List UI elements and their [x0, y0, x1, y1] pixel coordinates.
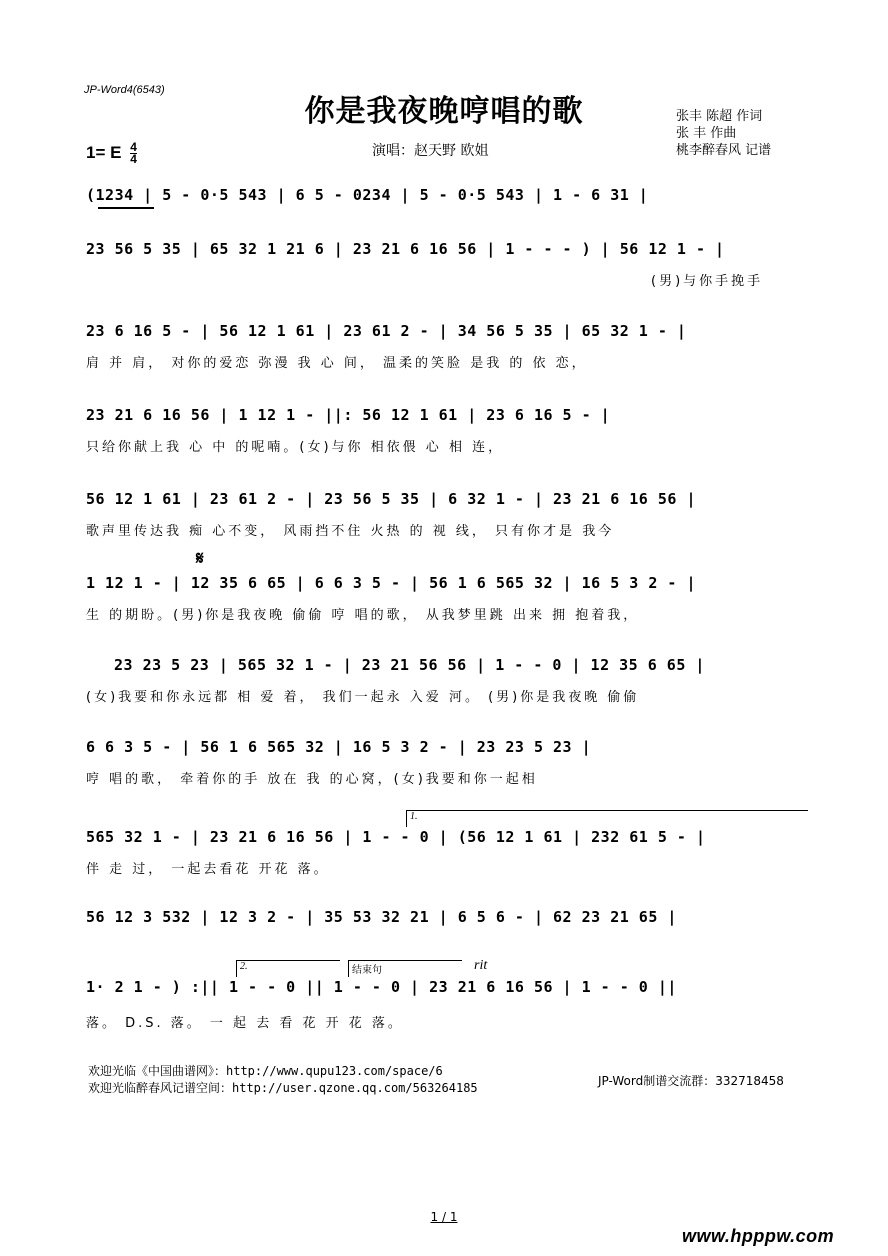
key-signature [86, 142, 137, 165]
lyric-row-9: 伴 走 过， 一起去看花 开花 落。 [86, 862, 330, 877]
lyric-row-2: (男)与你手挽手 [651, 274, 764, 289]
software-label: JP-Word4(6543) [84, 84, 165, 96]
notes-row-7: 23 23 5 23 | 565 32 1 - | 23 21 56 56 | 1 - - 0 | 12 35 6 65 | [114, 656, 705, 674]
lyric-row-6: 生 的期盼。(男)你是我夜晚 偷偷 哼 唱的歌， 从我梦里跳 出来 拥 抱着我， [86, 608, 640, 623]
notes-row-8: 6 6 3 5 - | 56 1 6 565 32 | 16 5 3 2 - | 23 23 5 23 | [86, 738, 592, 756]
key-label: 1= E [86, 142, 122, 162]
time-top: 4 [130, 140, 137, 154]
notes-row-4: 23 21 6 16 56 | 1 12 1 - ||: 56 12 1 61 | 23 6 16 5 - | [86, 406, 611, 424]
group-info: JP-Word制谱交流群：332718458 [598, 1074, 784, 1088]
ending-label: 结束句 [348, 960, 462, 977]
credit-transcriber: 桃李醉春风 记谱 [676, 143, 772, 158]
notes-row-9: 565 32 1 - | 23 21 6 16 56 | 1 - - 0 | (56 12 1 61 | 232 61 5 - | [86, 828, 706, 846]
notes-row-10: 56 12 3 532 | 12 3 2 - | 35 53 32 21 | 6 5 6 - | 62 23 21 65 | [86, 908, 677, 926]
page-number-text: 1 / 1 [430, 1210, 458, 1224]
rit-marking: rit [474, 958, 488, 973]
notes-row-2: 23 56 5 35 | 65 32 1 21 6 | 23 21 6 16 56 | 1 - - - ) | 56 12 1 - | [86, 240, 725, 258]
credit-composer: 张 丰 作曲 [676, 126, 737, 141]
lyric-row-8: 哼 唱的歌， 牵着你的手 放在 我 的心窝，(女)我要和你一起相 [86, 772, 538, 787]
lyric-row-3: 肩 并 肩， 对你的爱恋 弥漫 我 心 间， 温柔的笑脸 是我 的 依 恋， [86, 356, 588, 371]
lyric-row-4: 只给你献上我 心 中 的呢喃。(女)与你 相依偎 心 相 连， [86, 440, 505, 455]
time-signature [130, 142, 137, 165]
song-title: 你是我夜晚哼唱的歌 [304, 94, 584, 129]
notes-row-1: (1234 | 5 - 0·5 543 | 6 5 - 0234 | 5 - 0·5 543 | 1 - 6 31 | [86, 186, 649, 204]
site-watermark: www.hpppw.com [682, 1226, 835, 1246]
beam [98, 207, 154, 209]
credit-lyricist: 张丰 陈超 作词 [676, 109, 763, 124]
credits [676, 108, 771, 159]
notes-row-5: 56 12 1 61 | 23 61 2 - | 23 56 5 35 | 6 32 1 - | 23 21 6 16 56 | [86, 490, 696, 508]
notes-row-11: 1· 2 1 - ) :|| 1 - - 0 || 1 - - 0 | 23 21 6 16 56 | 1 - - 0 || [86, 978, 677, 996]
notes-row-6: 1 12 1 - | 12 35 6 65 | 6 6 3 5 - | 56 1 6 565 32 | 16 5 3 2 - | [86, 574, 696, 592]
volta-second-ending: 2. [236, 960, 340, 977]
page-number [0, 1210, 888, 1224]
segno-sign: 𝄋 [196, 548, 204, 569]
lyric-row-5: 歌声里传达我 痴 心不变， 风雨挡不住 火热 的 视 线， 只有你才是 我今 [86, 524, 615, 539]
performer: 演唱：赵天野 欧姐 [372, 143, 489, 159]
footer-link-1: 欢迎光临《中国曲谱网》：http://www.qupu123.com/space/6 [88, 1064, 443, 1078]
lyric-row-7: (女)我要和你永远都 相 爱 着， 我们一起永 入爱 河。 (男)你是我夜晚 偷偷 [86, 690, 640, 705]
footer-link-2: 欢迎光临醉春风记谱空间：http://user.qzone.qq.com/563264185 [88, 1081, 478, 1095]
volta-first-ending: 1. [406, 810, 808, 827]
footer-links [88, 1063, 478, 1097]
lyric-row-11: 落。 D.S. 落。 一 起 去 看 花 开 花 落。 [86, 1016, 404, 1031]
time-bottom: 4 [130, 152, 137, 166]
notes-row-3: 23 6 16 5 - | 56 12 1 61 | 23 61 2 - | 34 56 5 35 | 65 32 1 - | [86, 322, 687, 340]
